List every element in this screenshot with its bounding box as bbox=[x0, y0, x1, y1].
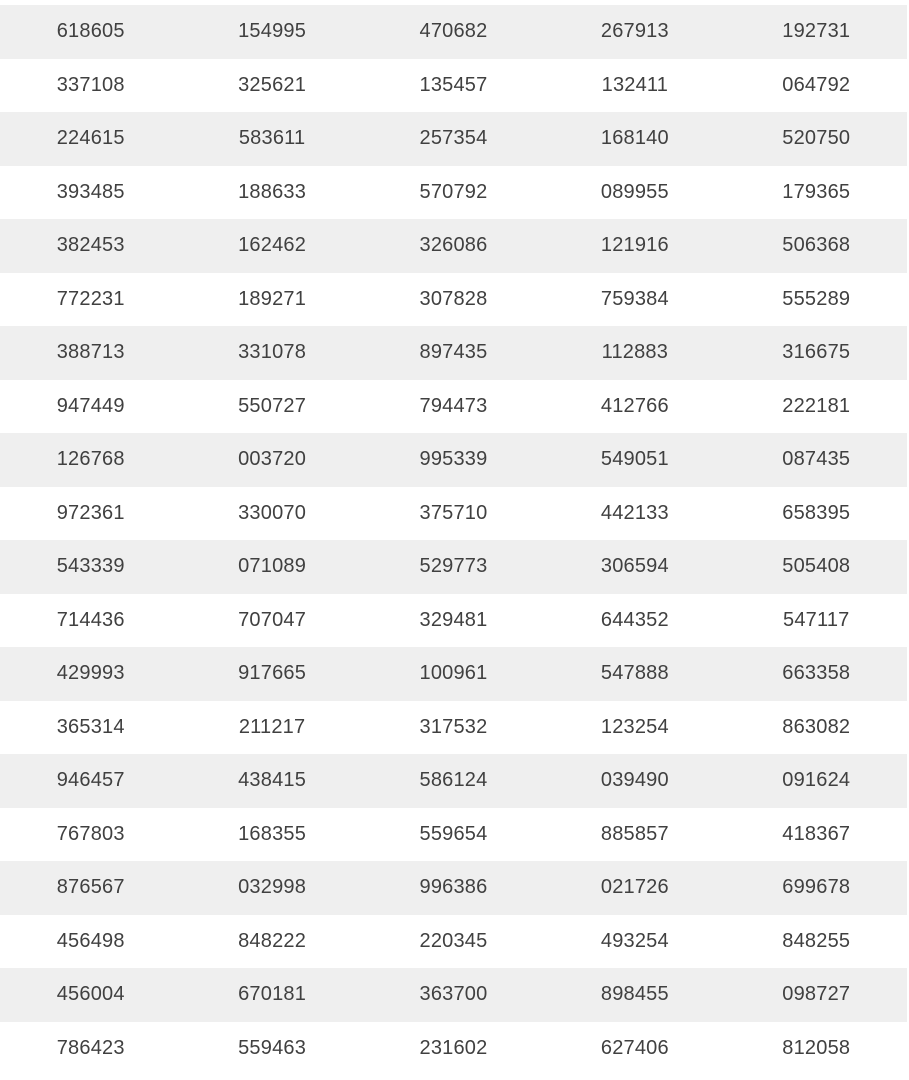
table-cell: 388713 bbox=[56, 341, 125, 364]
table-cell: 188633 bbox=[238, 180, 307, 203]
table-cell: 586124 bbox=[419, 769, 488, 792]
table-cell: 121916 bbox=[600, 234, 669, 257]
table-cell: 863082 bbox=[782, 715, 851, 738]
table-row bbox=[0, 701, 907, 755]
table-cell: 307828 bbox=[419, 287, 488, 310]
table-cell: 876567 bbox=[56, 876, 125, 899]
number-table bbox=[0, 5, 907, 1075]
table-row bbox=[0, 487, 907, 541]
table-cell: 168355 bbox=[238, 822, 307, 845]
table-cell: 996386 bbox=[419, 876, 488, 899]
table-cell: 714436 bbox=[56, 608, 125, 631]
table-cell: 168140 bbox=[600, 127, 669, 150]
table-cell: 231602 bbox=[419, 1036, 488, 1059]
table-cell: 317532 bbox=[419, 715, 488, 738]
table-row bbox=[0, 808, 907, 862]
table-cell: 365314 bbox=[56, 715, 125, 738]
table-row bbox=[0, 273, 907, 327]
table-cell: 003720 bbox=[238, 448, 307, 471]
table-row bbox=[0, 59, 907, 113]
table-cell: 627406 bbox=[600, 1036, 669, 1059]
table-cell: 947449 bbox=[56, 394, 125, 417]
table-cell: 363700 bbox=[419, 983, 488, 1006]
table-cell: 325621 bbox=[238, 73, 307, 96]
table-cell: 794473 bbox=[419, 394, 488, 417]
table-cell: 089955 bbox=[600, 180, 669, 203]
table-cell: 812058 bbox=[782, 1036, 851, 1059]
table-cell: 786423 bbox=[56, 1036, 125, 1059]
table-cell: 418367 bbox=[782, 822, 851, 845]
table-cell: 211217 bbox=[238, 715, 306, 738]
table-row bbox=[0, 1022, 907, 1076]
table-cell: 100961 bbox=[419, 662, 488, 685]
table-cell: 559463 bbox=[238, 1036, 307, 1059]
table-cell: 555289 bbox=[782, 287, 851, 310]
table-row bbox=[0, 5, 907, 59]
table-row bbox=[0, 380, 907, 434]
table-cell: 493254 bbox=[600, 929, 669, 952]
table-cell: 316675 bbox=[782, 341, 851, 364]
table-cell: 329481 bbox=[419, 608, 488, 631]
table-cell: 189271 bbox=[238, 287, 307, 310]
table-row bbox=[0, 166, 907, 220]
table-cell: 039490 bbox=[600, 769, 669, 792]
table-cell: 179365 bbox=[782, 180, 851, 203]
table-cell: 848255 bbox=[782, 929, 851, 952]
table-cell: 506368 bbox=[782, 234, 851, 257]
table-cell: 456004 bbox=[56, 983, 125, 1006]
table-cell: 529773 bbox=[419, 555, 488, 578]
table-cell: 759384 bbox=[600, 287, 669, 310]
table-cell: 091624 bbox=[782, 769, 851, 792]
table-cell: 098727 bbox=[782, 983, 851, 1006]
table-row bbox=[0, 594, 907, 648]
table-cell: 064792 bbox=[782, 73, 851, 96]
table-cell: 897435 bbox=[419, 341, 488, 364]
table-cell: 132411 bbox=[601, 73, 669, 96]
table-cell: 267913 bbox=[600, 20, 669, 43]
table-cell: 663358 bbox=[782, 662, 851, 685]
table-cell: 330070 bbox=[238, 501, 307, 524]
table-row bbox=[0, 540, 907, 594]
table-cell: 021726 bbox=[600, 876, 669, 899]
table-cell: 438415 bbox=[238, 769, 307, 792]
table-cell: 550727 bbox=[238, 394, 307, 417]
table-cell: 570792 bbox=[419, 180, 488, 203]
table-cell: 644352 bbox=[600, 608, 669, 631]
table-cell: 306594 bbox=[600, 555, 669, 578]
table-cell: 257354 bbox=[419, 127, 488, 150]
table-cell: 429993 bbox=[56, 662, 125, 685]
table-row bbox=[0, 861, 907, 915]
table-cell: 972361 bbox=[56, 501, 125, 524]
table-cell: 192731 bbox=[782, 20, 851, 43]
table-cell: 326086 bbox=[419, 234, 488, 257]
table-cell: 547888 bbox=[600, 662, 669, 685]
table-cell: 375710 bbox=[419, 501, 488, 524]
table-cell: 658395 bbox=[782, 501, 851, 524]
table-cell: 995339 bbox=[419, 448, 488, 471]
table-cell: 393485 bbox=[56, 180, 125, 203]
table-cell: 220345 bbox=[419, 929, 488, 952]
table-cell: 767803 bbox=[56, 822, 125, 845]
table-cell: 087435 bbox=[782, 448, 851, 471]
table-cell: 412766 bbox=[600, 394, 669, 417]
table-cell: 382453 bbox=[56, 234, 125, 257]
table-cell: 032998 bbox=[238, 876, 307, 899]
table-cell: 917665 bbox=[238, 662, 307, 685]
table-cell: 126768 bbox=[56, 448, 125, 471]
table-cell: 112883 bbox=[601, 341, 669, 364]
table-cell: 547117 bbox=[783, 608, 850, 631]
table-cell: 543339 bbox=[56, 555, 125, 578]
table-row bbox=[0, 326, 907, 380]
table-cell: 549051 bbox=[600, 448, 669, 471]
table-cell: 442133 bbox=[600, 501, 669, 524]
table-cell: 898455 bbox=[600, 983, 669, 1006]
table-cell: 470682 bbox=[419, 20, 488, 43]
table-cell: 123254 bbox=[600, 715, 669, 738]
table-row bbox=[0, 754, 907, 808]
table-cell: 618605 bbox=[56, 20, 125, 43]
table-row bbox=[0, 112, 907, 166]
table-cell: 670181 bbox=[238, 983, 307, 1006]
table-row bbox=[0, 219, 907, 273]
table-cell: 222181 bbox=[782, 394, 851, 417]
table-cell: 154995 bbox=[238, 20, 307, 43]
table-row bbox=[0, 915, 907, 969]
table-cell: 559654 bbox=[419, 822, 488, 845]
table-cell: 520750 bbox=[782, 127, 851, 150]
table-cell: 699678 bbox=[782, 876, 851, 899]
table-cell: 162462 bbox=[238, 234, 307, 257]
table-cell: 946457 bbox=[56, 769, 125, 792]
table-cell: 772231 bbox=[56, 287, 125, 310]
table-cell: 337108 bbox=[56, 73, 125, 96]
table-cell: 848222 bbox=[238, 929, 307, 952]
table-row bbox=[0, 968, 907, 1022]
table-cell: 331078 bbox=[238, 341, 307, 364]
table-cell: 135457 bbox=[419, 73, 488, 96]
table-cell: 583611 bbox=[238, 127, 306, 150]
table-cell: 505408 bbox=[782, 555, 851, 578]
table-cell: 224615 bbox=[56, 127, 125, 150]
table-cell: 707047 bbox=[238, 608, 307, 631]
table-cell: 071089 bbox=[238, 555, 307, 578]
table-cell: 456498 bbox=[56, 929, 125, 952]
table-row bbox=[0, 647, 907, 701]
table-cell: 885857 bbox=[600, 822, 669, 845]
table-row bbox=[0, 433, 907, 487]
